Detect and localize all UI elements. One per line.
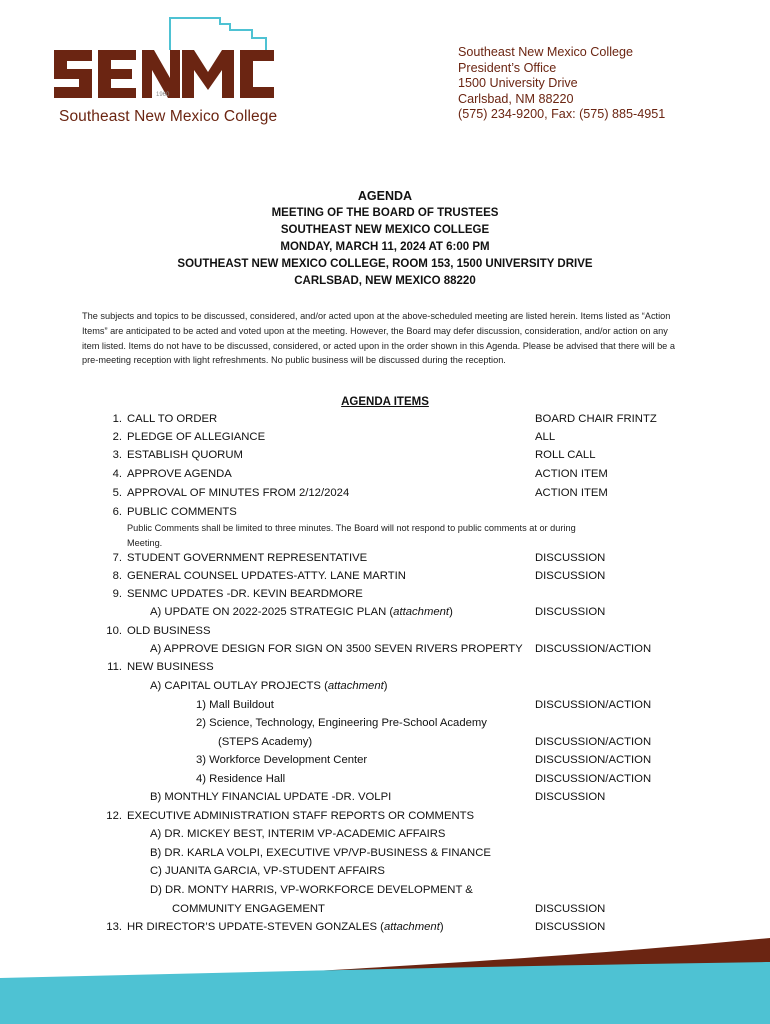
page-title: AGENDA [357,189,413,203]
agenda-item: ESTABLISH QUORUM [127,449,243,461]
item-status: DISCUSSION/ACTION [535,643,652,655]
agenda-subitem: A) DR. MICKEY BEST, INTERIM VP-ACADEMIC AFFAIRS [150,828,446,840]
agenda-subitem: B) DR. KARLA VOLPI, EXECUTIVE VP/VP-BUSINESS & FINANCE [150,847,491,859]
agenda-item: PUBLIC COMMENTS [127,506,237,518]
agenda-item: OLD BUSINESS [127,625,211,637]
address-line: Southeast New Mexico College [458,45,634,59]
heading-line: SOUTHEAST NEW MEXICO COLLEGE, ROOM 153, 1500 UNIVERSITY DRIVE [177,258,593,270]
footer-teal-wave [0,962,770,1024]
item-status: DISCUSSION [535,570,606,582]
agenda-item: NEW BUSINESS [127,661,214,673]
item-status: ALL [535,431,556,443]
item-number: 5. [112,487,122,499]
item-number: 12. [106,810,122,822]
item-number: 11. [107,661,122,673]
item-number: 6. [112,506,122,518]
address-block [458,45,665,123]
agenda-subitem: 2) Science, Technology, Engineering Pre-School Academy [196,717,487,729]
agenda-subitem: COMMUNITY ENGAGEMENT [172,903,325,915]
item-number: 3. [112,449,122,461]
agenda-item: EXECUTIVE ADMINISTRATION STAFF REPORTS OR COMMENTS [127,810,475,822]
item-number: 1. [112,413,122,425]
agenda-subitem: B) MONTHLY FINANCIAL UPDATE -DR. VOLPI [150,791,392,803]
item-status: DISCUSSION/ACTION [535,754,652,766]
agenda-heading [0,188,770,290]
address-line: President’s Office [458,60,557,75]
agenda-subitem: C) JUANITA GARCIA, VP-STUDENT AFFAIRS [150,865,385,877]
agenda-item: APPROVAL OF MINUTES FROM 2/12/2024 [127,487,350,499]
item-status: ACTION ITEM [535,468,608,480]
agenda-subitem: A) APPROVE DESIGN FOR SIGN ON 3500 SEVEN RIVERS PROPERTY [150,643,523,655]
item-status: DISCUSSION [535,552,606,564]
footer-decoration [0,930,770,1024]
agenda-subitem: 3) Workforce Development Center [196,754,368,766]
agenda-item: PLEDGE OF ALLEGIANCE [127,431,266,443]
item-status: DISCUSSION/ACTION [535,773,652,785]
agenda-subitem: A) UPDATE ON 2022-2025 STRATEGIC PLAN (attachment) [150,606,453,618]
item-number: 4. [112,468,122,480]
address-line: Carlsbad, NM 88220 [458,91,574,106]
intro-paragraph: The subjects and topics to be discussed, considered, and/or acted upon at the above-scheduled meeting are listed herein. Items listed as “Action Items” are anticipated to be acted and voted upon at the meeting. However, the Board may defer discussion, consideration, and/or action on any item listed. Items do not have to be discussed, considered, or acted upon in the order shown in this Agenda. Please be advised that there will be a pre-meeting reception with light refreshments. No public business will be discussed during the reception. [82,311,675,366]
logo-small-text: 1960 [156,92,170,98]
item-number: 8. [112,570,122,582]
item-number: 10. [106,625,122,637]
agenda-item: STUDENT GOVERNMENT REPRESENTATIVE [127,552,368,564]
logo-caption: Southeast New Mexico College [59,108,278,125]
agenda-subitem: D) DR. MONTY HARRIS, VP-WORKFORCE DEVELOPMENT & [150,884,473,896]
item-status: ROLL CALL [535,449,596,461]
item-status: DISCUSSION [535,903,606,915]
agenda-subitem: (STEPS Academy) [218,736,313,748]
item-note: Public Comments shall be limited to three minutes. The Board will not respond to public comments at or during [127,523,576,533]
item-status: DISCUSSION/ACTION [535,699,652,711]
heading-line: MONDAY, MARCH 11, 2024 AT 6:00 PM [280,241,490,253]
item-note: Meeting. [127,538,163,548]
heading-line: CARLSBAD, NEW MEXICO 88220 [294,275,476,287]
item-status: ACTION ITEM [535,487,608,499]
item-status: BOARD CHAIR FRINTZ [535,413,657,425]
agenda-item: SENMC UPDATES -DR. KEVIN BEARDMORE [127,588,363,600]
heading-line: SOUTHEAST NEW MEXICO COLLEGE [280,224,490,236]
agenda-subitem: 4) Residence Hall [196,773,286,785]
item-status: DISCUSSION [535,606,606,618]
agenda-item: HR DIRECTOR’S UPDATE-STEVEN GONZALES (attachment) [127,921,444,933]
college-logo [52,14,282,126]
address-line: (575) 234-9200, Fax: (575) 885-4951 [458,107,666,122]
item-status: DISCUSSION/ACTION [535,736,652,748]
item-status: DISCUSSION [535,921,606,933]
item-number: 7. [112,552,122,564]
senmc-logo-mark [52,14,282,106]
item-status: DISCUSSION [535,791,606,803]
agenda-subitem: 1) Mall Buildout [196,699,274,711]
agenda-item: GENERAL COUNSEL UPDATES-ATTY. LANE MARTIN [127,570,406,582]
agenda-subitem: A) CAPITAL OUTLAY PROJECTS (attachment) [150,680,388,692]
agenda-item: CALL TO ORDER [127,413,218,425]
heading-line: MEETING OF THE BOARD OF TRUSTEES [271,207,499,219]
item-number: 2. [112,431,122,443]
agenda-items-title: AGENDA ITEMS [341,396,429,408]
item-number: 9. [112,588,122,600]
agenda-item: APPROVE AGENDA [127,468,232,480]
address-line: 1500 University Drive [458,76,578,91]
item-number: 13. [106,921,122,933]
